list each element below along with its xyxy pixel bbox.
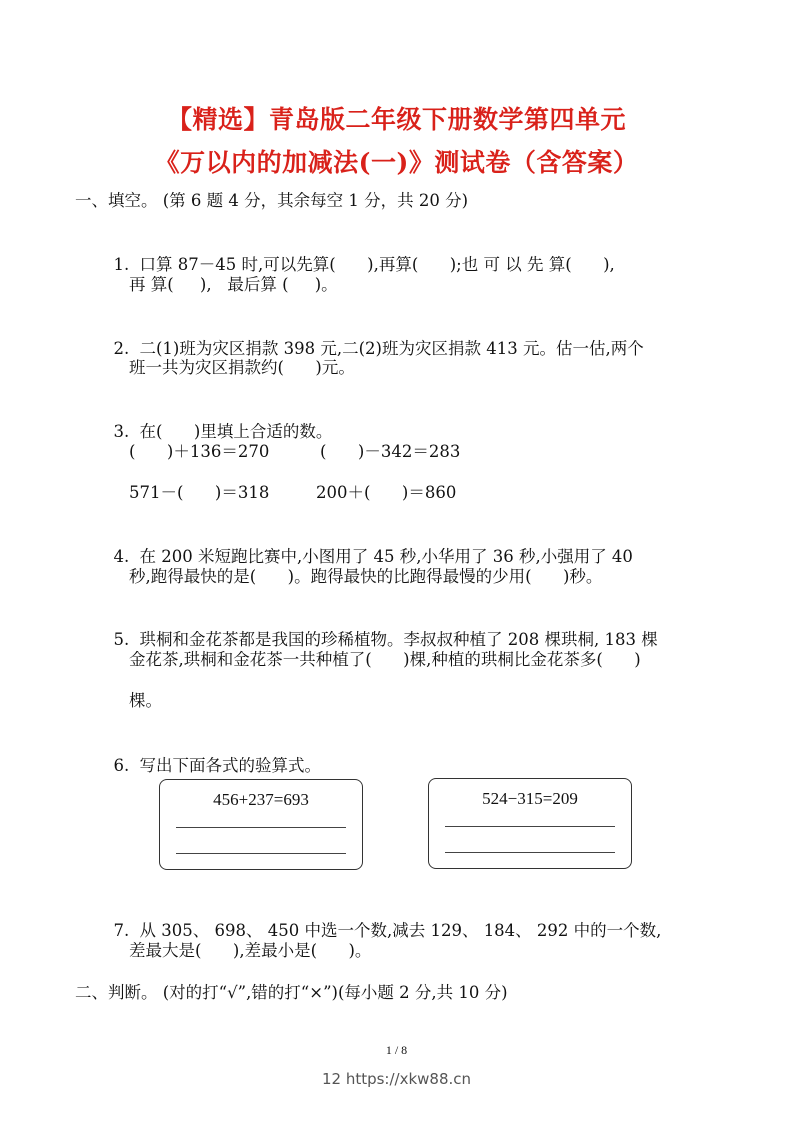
question-text: 写出下面各式的验算式。 — [139, 756, 321, 775]
section-1-heading: 一、填空。 (第 6 题 4 分，其余每空 1 分，共 20 分) — [75, 191, 469, 210]
equation-4: 200＋( )＝860 — [316, 483, 457, 502]
question-4-line-2: 秒,跑得最快的是( )。跑得最快的比跑得最慢的少用( )秒。 — [129, 567, 603, 586]
box-expression: 456+237=693 — [213, 790, 309, 809]
page-number: 1 / 8 — [385, 1043, 408, 1057]
equation-1: ( )＋136＝270 — [129, 442, 270, 461]
question-number: 5. — [113, 630, 130, 649]
check-box-1 — [159, 779, 363, 870]
answer-line[interactable] — [445, 852, 615, 853]
question-3 — [103, 399, 332, 443]
question-text: 珙桐和金花茶都是我国的珍稀植物。李叔叔种植了 208 棵珙桐, 183 棵 — [139, 630, 658, 649]
question-text: 在( )里填上合适的数。 — [139, 422, 333, 441]
question-6 — [103, 733, 321, 777]
check-box-2 — [428, 778, 632, 869]
question-text: 从 305、 698、 450 中选一个数,减去 129、 184、 292 中的一个数, — [139, 921, 662, 940]
equation-2: ( )－342＝283 — [320, 442, 461, 461]
question-number: 3. — [113, 422, 130, 441]
title-line-1: 【精选】青岛版二年级下册数学第四单元 — [166, 105, 626, 134]
question-1 — [103, 232, 615, 276]
title-line-2: 《万以内的加减法(一)》测试卷（含答案） — [154, 148, 639, 177]
question-2 — [103, 316, 644, 360]
question-number: 1. — [113, 255, 130, 274]
question-number: 7. — [113, 921, 130, 940]
question-2-line-2: 班一共为灾区捐款约( )元。 — [129, 358, 355, 377]
question-text: 二(1)班为灾区捐款 398 元,二(2)班为灾区捐款 413 元。估一估,两个 — [139, 339, 644, 358]
box-expression: 524−315=209 — [482, 789, 578, 808]
question-7-line-2: 差最大是( ),差最小是( )。 — [129, 941, 372, 960]
equation-3: 571－( )＝318 — [129, 483, 270, 502]
question-7 — [103, 898, 661, 942]
question-number: 4. — [113, 547, 130, 566]
question-number: 6. — [113, 756, 130, 775]
question-text: 口算 87－45 时,可以先算( ),再算( );也 可 以 先 算( ), — [139, 255, 615, 274]
question-4 — [103, 524, 633, 568]
question-1-line-2: 再 算( ), 最后算 ( )。 — [129, 275, 338, 294]
question-5-line-2: 金花茶,珙桐和金花茶一共种植了( )棵,种植的珙桐比金花茶多( ) — [129, 650, 641, 669]
question-text: 在 200 米短跑比赛中,小图用了 45 秒,小华用了 36 秒,小强用了 40 — [139, 547, 633, 566]
question-5 — [103, 607, 658, 651]
answer-line[interactable] — [176, 853, 346, 854]
watermark: 12 https://xkw88.cn — [321, 1070, 472, 1088]
answer-line[interactable] — [445, 826, 615, 827]
question-5-line-3: 棵。 — [129, 691, 162, 710]
section-2-heading: 二、判断。 (对的打“√”,错的打“×”)(每小题 2 分,共 10 分) — [75, 983, 508, 1002]
answer-line[interactable] — [176, 827, 346, 828]
question-number: 2. — [113, 339, 130, 358]
